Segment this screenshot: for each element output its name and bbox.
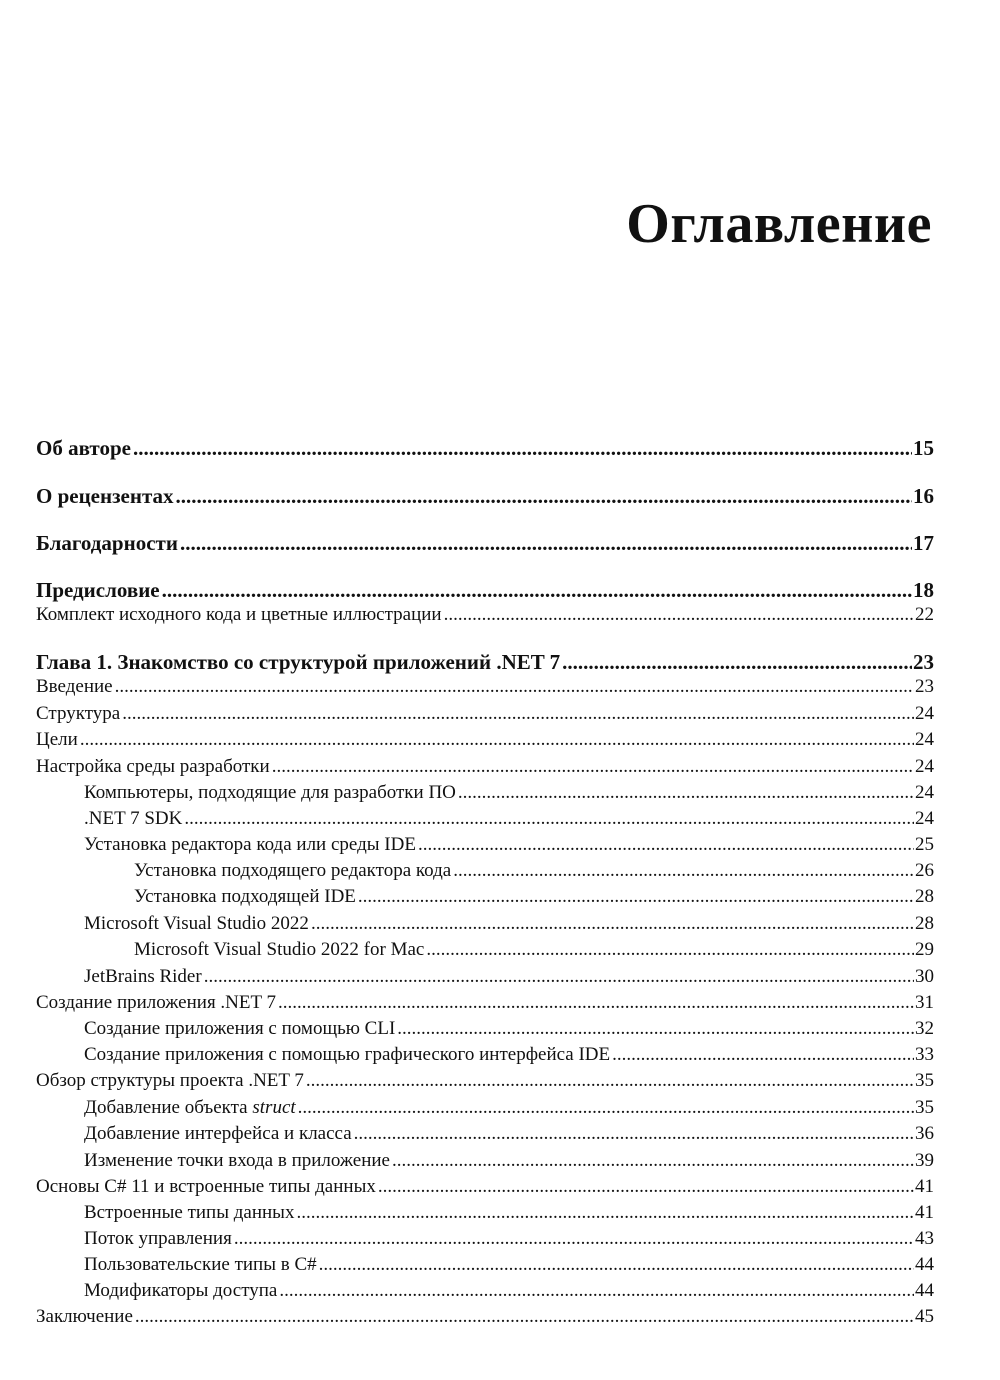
toc-entry	[36, 531, 934, 555]
toc-leader-dots	[453, 860, 914, 882]
toc-entry	[36, 992, 934, 1014]
toc-entry-label: Модификаторы доступа	[84, 1280, 278, 1301]
toc-leader-dots	[319, 1254, 914, 1276]
toc-entry-page: 22	[915, 604, 934, 625]
toc-entry-label: Создание приложения с помощью графического интерфейса IDE	[84, 1044, 611, 1065]
toc-leader-dots	[296, 1202, 914, 1224]
toc-entry-label: Встроенные типы данных	[84, 1202, 295, 1223]
toc-leader-dots	[358, 886, 914, 908]
toc-entry-page: 24	[915, 703, 934, 724]
toc-leader-dots	[135, 1306, 914, 1328]
toc-entry	[36, 729, 934, 751]
toc-entry-page: 44	[915, 1254, 934, 1275]
toc-entry-page: 33	[915, 1044, 934, 1065]
toc-leader-dots	[272, 756, 914, 778]
toc-leader-dots	[306, 1070, 914, 1092]
toc-leader-dots	[418, 834, 914, 856]
toc-entry-label: Глава 1. Знакомство со структурой приложений .NET 7	[36, 650, 561, 674]
toc-entry	[84, 966, 934, 988]
toc-entry-page: 17	[913, 531, 934, 555]
toc-entry-page: 23	[915, 676, 934, 697]
toc-leader-dots	[184, 808, 914, 830]
toc-entry-label: JetBrains Rider	[84, 966, 202, 987]
toc-leader-dots	[133, 436, 912, 460]
toc-entry	[84, 1097, 934, 1119]
toc-entry	[36, 676, 934, 698]
toc-entry-page: 41	[915, 1176, 934, 1197]
toc-leader-dots	[180, 531, 912, 555]
toc-entry	[84, 913, 934, 935]
toc-entry-page: 26	[915, 860, 934, 881]
toc-entry	[36, 703, 934, 725]
toc-entry-label: Структура	[36, 703, 121, 724]
toc-leader-dots	[392, 1150, 914, 1172]
toc-entry	[84, 1280, 934, 1302]
toc-entry	[134, 860, 934, 882]
toc-entry	[36, 604, 934, 626]
toc-leader-dots	[298, 1097, 914, 1119]
toc-entry-label: Введение	[36, 676, 113, 697]
toc-entry-page: 24	[915, 808, 934, 829]
toc-entry	[84, 834, 934, 856]
toc-leader-dots	[612, 1044, 914, 1066]
toc-entry-page: 15	[913, 436, 934, 460]
toc-entry	[134, 886, 934, 908]
toc-entry	[36, 436, 934, 460]
toc-entry-page: 36	[915, 1123, 934, 1144]
toc-entry-label: Об авторе	[36, 436, 131, 460]
toc-entry	[84, 1018, 934, 1040]
toc-entry-label: Поток управления	[84, 1228, 232, 1249]
toc-entry-label: Основы C# 11 и встроенные типы данных	[36, 1176, 376, 1197]
toc-entry	[36, 1070, 934, 1092]
toc-leader-dots	[426, 939, 914, 961]
toc-entry-page: 41	[915, 1202, 934, 1223]
toc-entry-label	[84, 1097, 296, 1119]
page-title: Оглавление	[626, 193, 932, 255]
toc-entry-label: Microsoft Visual Studio 2022 for Mac	[134, 939, 425, 960]
toc-entry-label: Microsoft Visual Studio 2022	[84, 913, 309, 934]
toc-entry	[36, 1176, 934, 1198]
toc-entry-page: 29	[915, 939, 934, 960]
toc-entry	[36, 650, 934, 674]
toc-entry-label: Пользовательские типы в C#	[84, 1254, 317, 1275]
toc-entry-label: Предисловие	[36, 578, 160, 602]
toc-entry-page: 25	[915, 834, 934, 855]
toc-entry-label-text: Добавление объекта	[84, 1097, 253, 1118]
toc-entry-page: 44	[915, 1280, 934, 1301]
toc-leader-dots	[234, 1228, 914, 1250]
toc-entry-page: 24	[915, 756, 934, 777]
toc-entry-label: Добавление интерфейса и класса	[84, 1123, 352, 1144]
toc-entry	[84, 1150, 934, 1172]
toc-entry-label: Заключение	[36, 1306, 133, 1327]
toc-entry-label: Установка редактора кода или среды IDE	[84, 834, 416, 855]
toc-entry	[84, 1202, 934, 1224]
toc-entry-page: 23	[913, 650, 934, 674]
toc-entry-label: Комплект исходного кода и цветные иллюстрации	[36, 604, 442, 625]
toc-entry-label: Изменение точки входа в приложение	[84, 1150, 390, 1171]
toc-leader-dots	[354, 1123, 914, 1145]
toc-entry	[84, 782, 934, 804]
toc-leader-dots	[278, 992, 914, 1014]
toc-entry-page: 43	[915, 1228, 934, 1249]
toc-entry-page: 39	[915, 1150, 934, 1171]
toc-entry-page: 18	[913, 578, 934, 602]
toc-entry-label: Создание приложения .NET 7	[36, 992, 277, 1013]
toc-entry	[36, 484, 934, 508]
toc-leader-dots	[80, 729, 914, 751]
toc-entry	[84, 808, 934, 830]
toc-entry-label: О рецензентах	[36, 484, 174, 508]
toc-entry	[84, 1254, 934, 1276]
toc-entry-label: Цели	[36, 729, 78, 750]
toc-leader-dots	[311, 913, 914, 935]
toc-entry-page: 16	[913, 484, 934, 508]
toc-entry	[36, 756, 934, 778]
toc-entry-label: Установка подходящей IDE	[134, 886, 356, 907]
toc-leader-dots	[397, 1018, 914, 1040]
toc-leader-dots	[122, 703, 914, 725]
toc-entry-page: 45	[915, 1306, 934, 1327]
toc-entry	[84, 1228, 934, 1250]
toc-entry-label-code: struct	[252, 1097, 296, 1118]
toc-entry-label: Компьютеры, подходящие для разработки ПО	[84, 782, 456, 803]
toc-leader-dots	[378, 1176, 914, 1198]
toc-entry	[84, 1123, 934, 1145]
toc-entry-label: Настройка среды разработки	[36, 756, 270, 777]
toc-entry-page: 35	[915, 1070, 934, 1091]
toc-entry-page: 32	[915, 1018, 934, 1039]
toc-entry-label: Благодарности	[36, 531, 178, 555]
toc-entry-label: Создание приложения с помощью CLI	[84, 1018, 396, 1039]
toc-entry-page: 24	[915, 729, 934, 750]
toc-leader-dots	[279, 1280, 914, 1302]
toc-entry	[84, 1044, 934, 1066]
toc-entry	[36, 1306, 934, 1328]
toc-entry	[36, 578, 934, 602]
toc-entry-page: 28	[915, 913, 934, 934]
toc-entry-label: Установка подходящего редактора кода	[134, 860, 452, 881]
toc-leader-dots	[562, 650, 912, 674]
toc-entry-page: 28	[915, 886, 934, 907]
toc-leader-dots	[204, 966, 914, 988]
toc-entry-page: 24	[915, 782, 934, 803]
toc-entry-page: 30	[915, 966, 934, 987]
toc-entry-page: 31	[915, 992, 934, 1013]
toc-leader-dots	[115, 676, 914, 698]
toc-leader-dots	[458, 782, 914, 804]
toc-entry-label: Обзор структуры проекта .NET 7	[36, 1070, 304, 1091]
toc-leader-dots	[444, 604, 914, 626]
toc-entry-label: .NET 7 SDK	[84, 808, 183, 829]
toc-leader-dots	[162, 578, 912, 602]
toc-entry-page: 35	[915, 1097, 934, 1118]
toc-entry	[134, 939, 934, 961]
toc-leader-dots	[176, 484, 912, 508]
